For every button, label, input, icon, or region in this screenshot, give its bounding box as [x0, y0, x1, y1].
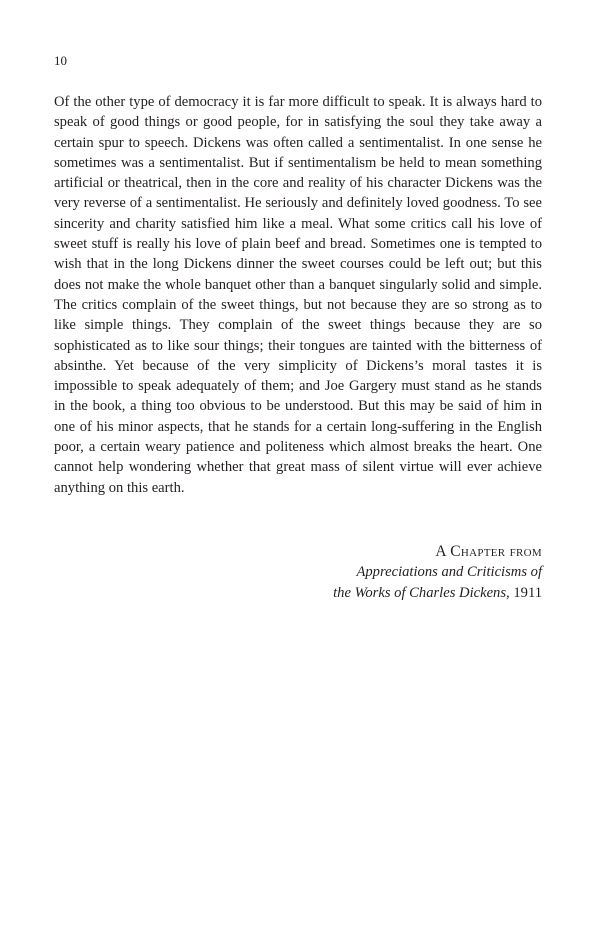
source-title-part-1: Appreciations and Criticisms of	[356, 564, 542, 581]
source-title-part-2: the Works of Charles Dickens	[333, 584, 507, 601]
source-heading: A Chapter from	[435, 543, 542, 560]
source-year: , 1911	[506, 584, 542, 601]
source-title-line-2	[122, 583, 542, 603]
source-title-line-1	[122, 562, 542, 582]
body-paragraph: Of the other type of democracy it is far more difficult to speak. It is always hard to speak of good things or good people, for in satisfying the soul they take away a certain spur to speech. Dickens was often called a sentimentalist. In one sense he sometimes was a sentimentalist. But if sentimentalism be held to mean something artificial or theatrical, then in the core and reality of his character Dickens was the very reverse of a sentimentalist. He seriously and definitely loved goodness. To see sincerity and charity satisfied him like a meal. What some critics call his love of sweet stuff is really his love of plain beef and bread. Sometimes one is tempted to wish that in the long Dickens dinner the sweet courses could be left out; but this does not make the whole banquet other than a banquet singularly solid and simple. The critics complain of the sweet things, but not because they are so strong as to like simple things. They complain of the sweet things because they are so sophisticated as to like sour things; their tongues are tainted with the bitterness of absinthe. Yet because of the very simplicity of Dickens’s moral tastes it is impossible to speak adequately of them; and Joe Gargery must stand as he stands in the book, a thing too obvious to be understood. But this may be said of him in one of his minor aspects, that he stands for a certain long-suffering in the English poor, a certain weary patience and politeness which almost breaks the heart. One cannot help wondering whether that great mass of silent virtue will ever achieve anything on this earth.	[54, 94, 542, 496]
source-attribution	[122, 542, 542, 603]
page-number: 10	[54, 53, 67, 68]
